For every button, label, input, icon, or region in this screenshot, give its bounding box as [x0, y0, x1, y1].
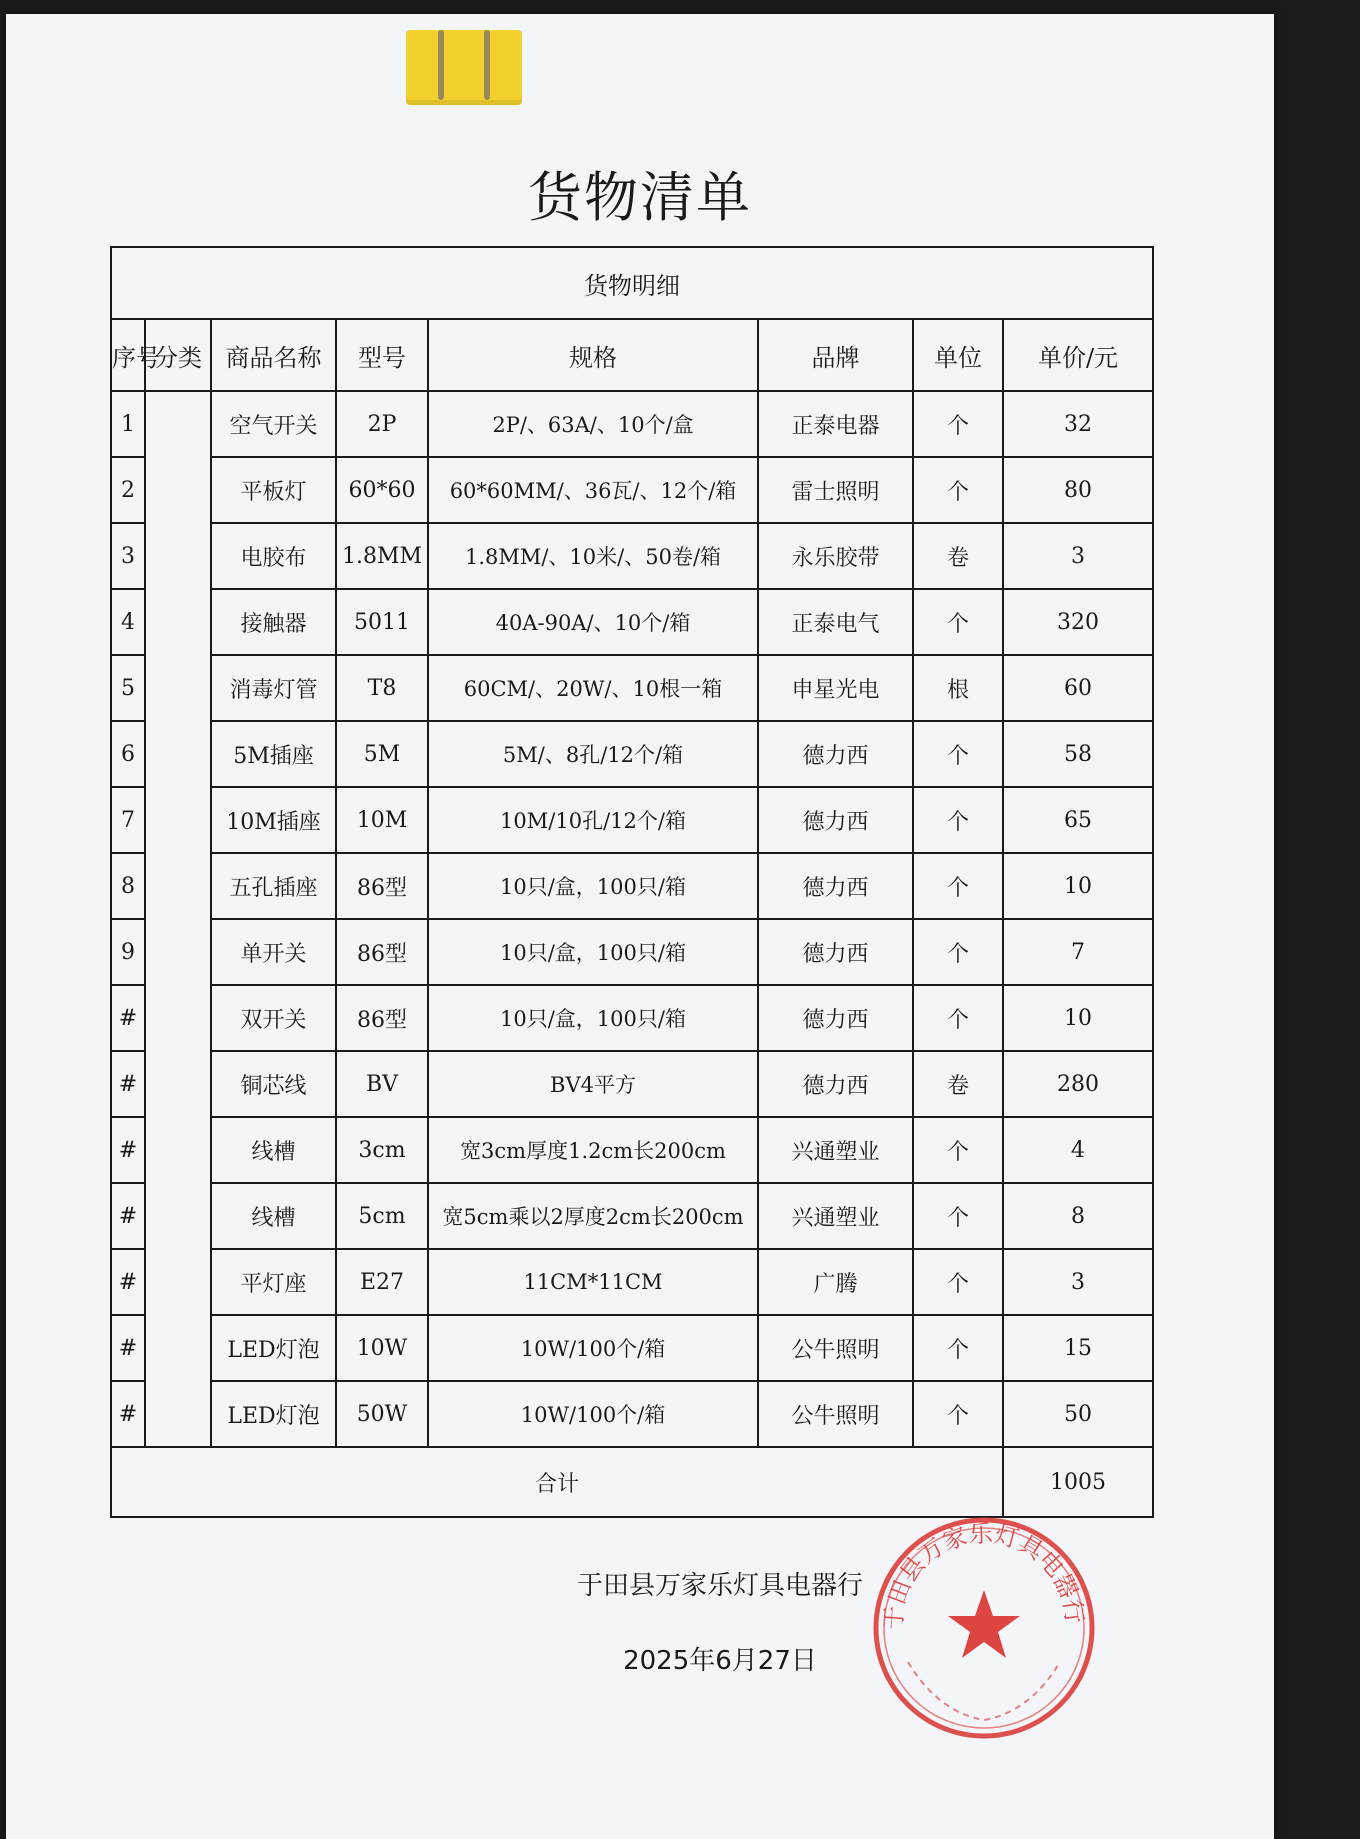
product-name: 平灯座 — [211, 1249, 336, 1315]
spec: 2P/、63A/、10个/盒 — [428, 391, 758, 457]
spec: 5M/、8孔/12个/箱 — [428, 721, 758, 787]
col-header-price: 单价/元 — [1003, 319, 1153, 391]
spec: 10W/100个/箱 — [428, 1315, 758, 1381]
table-row — [111, 1051, 1153, 1117]
total-row — [111, 1447, 1153, 1517]
product-name: 10M插座 — [211, 787, 336, 853]
col-header-spec: 规格 — [428, 319, 758, 391]
total-value: 1005 — [1003, 1447, 1153, 1517]
product-name: LED灯泡 — [211, 1381, 336, 1447]
binder-clip — [406, 30, 522, 105]
unit: 个 — [913, 1249, 1003, 1315]
table-row — [111, 391, 1153, 457]
model: 86型 — [336, 853, 428, 919]
unit: 个 — [913, 1315, 1003, 1381]
brand: 正泰电气 — [758, 589, 913, 655]
brand: 德力西 — [758, 787, 913, 853]
spec: 60CM/、20W/、10根一箱 — [428, 655, 758, 721]
col-header-category: 分类 — [145, 319, 211, 391]
unit: 个 — [913, 589, 1003, 655]
table-row — [111, 1117, 1153, 1183]
goods-table — [110, 246, 1154, 1518]
col-header-unit: 单位 — [913, 319, 1003, 391]
spec: 10只/盒，100只/箱 — [428, 919, 758, 985]
product-name: 接触器 — [211, 589, 336, 655]
row-number: # — [111, 1051, 145, 1117]
unit-price: 50 — [1003, 1381, 1153, 1447]
product-name: 单开关 — [211, 919, 336, 985]
unit: 根 — [913, 655, 1003, 721]
spec: BV4平方 — [428, 1051, 758, 1117]
unit-price: 32 — [1003, 391, 1153, 457]
brand: 公牛照明 — [758, 1315, 913, 1381]
spec: 宽5cm乘以2厚度2cm长200cm — [428, 1183, 758, 1249]
table-row — [111, 589, 1153, 655]
row-number: 1 — [111, 391, 145, 457]
brand: 广腾 — [758, 1249, 913, 1315]
row-number: 5 — [111, 655, 145, 721]
unit-price: 80 — [1003, 457, 1153, 523]
unit-price: 15 — [1003, 1315, 1153, 1381]
row-number: # — [111, 985, 145, 1051]
row-number: 4 — [111, 589, 145, 655]
table-row — [111, 1249, 1153, 1315]
unit-price: 4 — [1003, 1117, 1153, 1183]
brand: 永乐胶带 — [758, 523, 913, 589]
unit-price: 10 — [1003, 853, 1153, 919]
spec: 60*60MM/、36瓦/、12个/箱 — [428, 457, 758, 523]
spec: 10M/10孔/12个/箱 — [428, 787, 758, 853]
product-name: 空气开关 — [211, 391, 336, 457]
table-row — [111, 457, 1153, 523]
row-number: 3 — [111, 523, 145, 589]
unit-price: 280 — [1003, 1051, 1153, 1117]
product-name: 电胶布 — [211, 523, 336, 589]
col-header-no: 序号 — [111, 319, 145, 391]
model: 1.8MM — [336, 523, 428, 589]
unit: 个 — [913, 1117, 1003, 1183]
product-name: LED灯泡 — [211, 1315, 336, 1381]
brand: 德力西 — [758, 919, 913, 985]
spec: 1.8MM/、10米/、50卷/箱 — [428, 523, 758, 589]
unit-price: 60 — [1003, 655, 1153, 721]
row-number: # — [111, 1117, 145, 1183]
spec: 宽3cm厚度1.2cm长200cm — [428, 1117, 758, 1183]
unit: 个 — [913, 457, 1003, 523]
brand: 兴通塑业 — [758, 1183, 913, 1249]
unit-price: 58 — [1003, 721, 1153, 787]
row-number: 9 — [111, 919, 145, 985]
row-number: 6 — [111, 721, 145, 787]
category-cell — [145, 391, 211, 1447]
unit-price: 3 — [1003, 523, 1153, 589]
brand: 公牛照明 — [758, 1381, 913, 1447]
unit-price: 10 — [1003, 985, 1153, 1051]
table-row — [111, 1183, 1153, 1249]
model: 10M — [336, 787, 428, 853]
brand: 德力西 — [758, 721, 913, 787]
product-name: 5M插座 — [211, 721, 336, 787]
unit: 个 — [913, 1183, 1003, 1249]
col-header-brand: 品牌 — [758, 319, 913, 391]
company-seal-stamp — [868, 1512, 1100, 1744]
unit: 个 — [913, 721, 1003, 787]
unit: 个 — [913, 1381, 1003, 1447]
product-name: 线槽 — [211, 1117, 336, 1183]
model: 10W — [336, 1315, 428, 1381]
document-date: 2025年6月27日 — [623, 1646, 817, 1676]
model: 60*60 — [336, 457, 428, 523]
model: 50W — [336, 1381, 428, 1447]
unit-price: 3 — [1003, 1249, 1153, 1315]
product-name: 双开关 — [211, 985, 336, 1051]
table-row — [111, 787, 1153, 853]
row-number: # — [111, 1315, 145, 1381]
row-number: 8 — [111, 853, 145, 919]
unit: 个 — [913, 919, 1003, 985]
unit: 个 — [913, 853, 1003, 919]
model: BV — [336, 1051, 428, 1117]
svg-text:于田县万家乐灯具电器行: 于田县万家乐灯具电器行 — [879, 1519, 1089, 1631]
table-row — [111, 523, 1153, 589]
unit: 个 — [913, 391, 1003, 457]
model: 5011 — [336, 589, 428, 655]
spec: 40A-90A/、10个/箱 — [428, 589, 758, 655]
spec: 10只/盒，100只/箱 — [428, 853, 758, 919]
row-number: 7 — [111, 787, 145, 853]
brand: 德力西 — [758, 985, 913, 1051]
unit-price: 7 — [1003, 919, 1153, 985]
model: T8 — [336, 655, 428, 721]
unit-price: 8 — [1003, 1183, 1153, 1249]
spec: 11CM*11CM — [428, 1249, 758, 1315]
table-row — [111, 1315, 1153, 1381]
table-row — [111, 853, 1153, 919]
table-caption: 货物明细 — [111, 247, 1153, 319]
col-header-name: 商品名称 — [211, 319, 336, 391]
shop-name: 于田县万家乐灯具电器行 — [576, 1571, 863, 1601]
model: 86型 — [336, 985, 428, 1051]
table-row — [111, 919, 1153, 985]
unit-price: 65 — [1003, 787, 1153, 853]
total-label: 合计 — [111, 1447, 1003, 1517]
table-row — [111, 655, 1153, 721]
model: 5cm — [336, 1183, 428, 1249]
document-title: 货物清单 — [528, 166, 752, 229]
product-name: 消毒灯管 — [211, 655, 336, 721]
unit: 个 — [913, 985, 1003, 1051]
product-name: 平板灯 — [211, 457, 336, 523]
model: E27 — [336, 1249, 428, 1315]
brand: 正泰电器 — [758, 391, 913, 457]
row-number: # — [111, 1249, 145, 1315]
model: 3cm — [336, 1117, 428, 1183]
model: 2P — [336, 391, 428, 457]
table-row — [111, 1381, 1153, 1447]
brand: 雷士照明 — [758, 457, 913, 523]
unit: 个 — [913, 787, 1003, 853]
product-name: 铜芯线 — [211, 1051, 336, 1117]
row-number: # — [111, 1183, 145, 1249]
unit: 卷 — [913, 523, 1003, 589]
brand: 兴通塑业 — [758, 1117, 913, 1183]
brand: 德力西 — [758, 853, 913, 919]
spec: 10只/盒，100只/箱 — [428, 985, 758, 1051]
row-number: # — [111, 1381, 145, 1447]
table-row — [111, 721, 1153, 787]
product-name: 五孔插座 — [211, 853, 336, 919]
table-row — [111, 985, 1153, 1051]
model: 86型 — [336, 919, 428, 985]
spec: 10W/100个/箱 — [428, 1381, 758, 1447]
row-number: 2 — [111, 457, 145, 523]
brand: 申星光电 — [758, 655, 913, 721]
unit: 卷 — [913, 1051, 1003, 1117]
unit-price: 320 — [1003, 589, 1153, 655]
col-header-model: 型号 — [336, 319, 428, 391]
model: 5M — [336, 721, 428, 787]
brand: 德力西 — [758, 1051, 913, 1117]
product-name: 线槽 — [211, 1183, 336, 1249]
